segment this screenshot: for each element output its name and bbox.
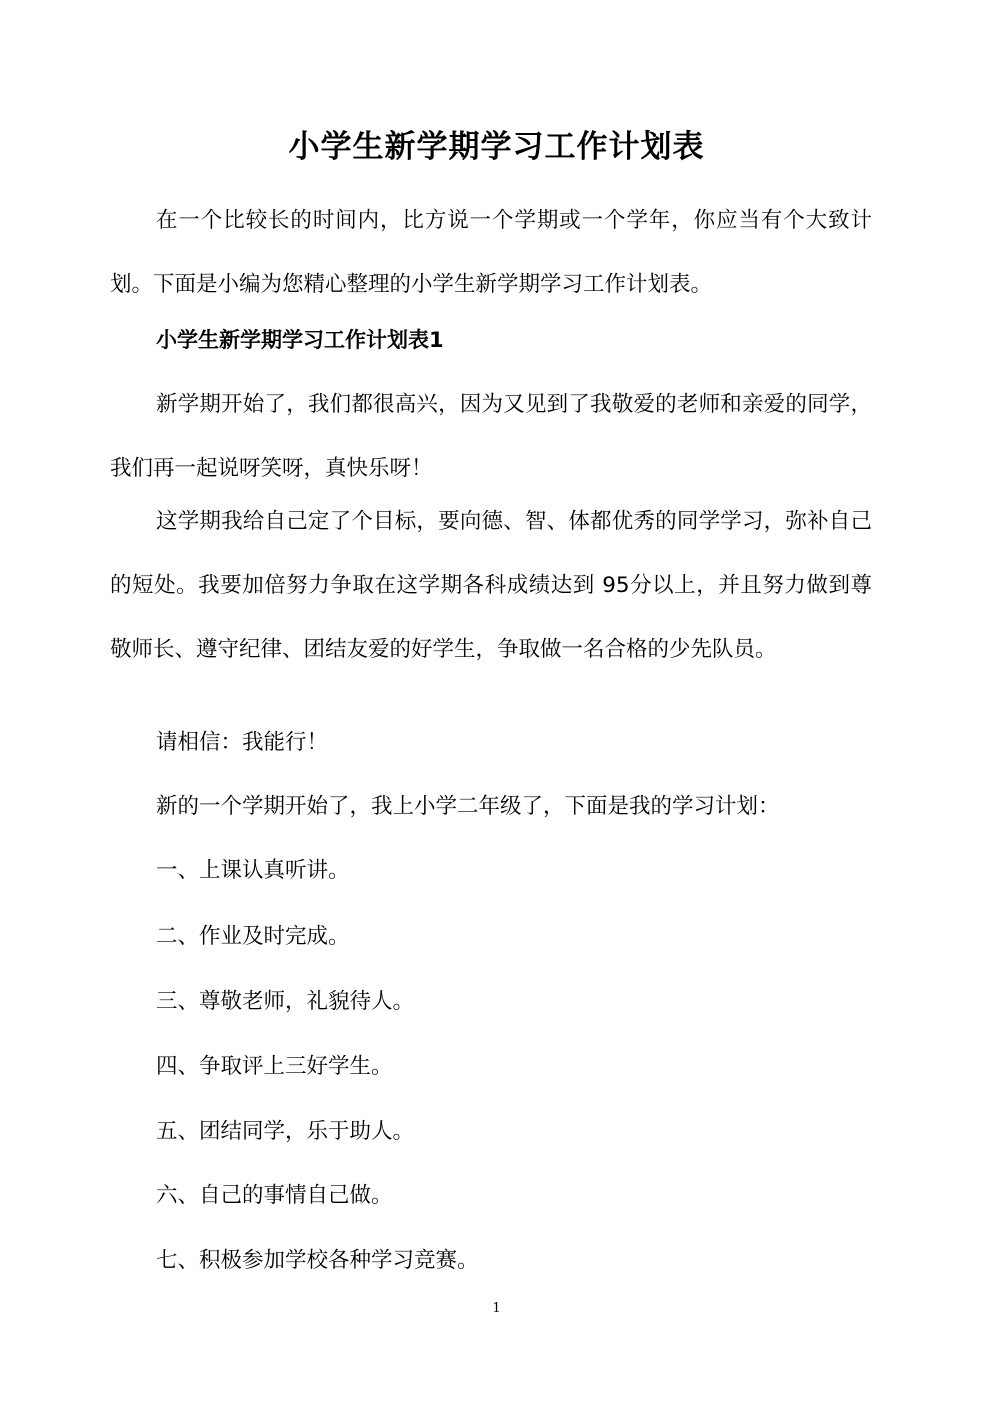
list-item: 三、尊敬老师，礼貌待人。 <box>156 989 415 1014</box>
paragraph-2: 这学期我给自己定了个目标，要向德、智、体都优秀的同学学习，弥补自己的短处。我要加倍努力争取在这学期各科成绩达到 95分以上，并且努力做到尊敬师长、遵守纪律、团结友爱的好学生，争取做一名合格的少先队员。 <box>110 509 872 662</box>
list-item: 一、上课认真听讲。 <box>156 858 350 883</box>
list-item: 五、团结同学，乐于助人。 <box>156 1119 415 1144</box>
page-number: 1 <box>492 1301 501 1316</box>
paragraph-1: 新学期开始了，我们都很高兴，因为又见到了我敬爱的老师和亲爱的同学，我们再一起说呀笑呀，真快乐呀！ <box>110 392 872 481</box>
list-item: 四、争取评上三好学生。 <box>156 1054 393 1079</box>
list-item: 二、作业及时完成。 <box>156 924 350 949</box>
list-item: 七、积极参加学校各种学习竞赛。 <box>156 1248 479 1273</box>
intro-paragraph: 在一个比较长的时间内，比方说一个学期或一个学年，你应当有个大致计划。下面是小编为您精心整理的小学生新学期学习工作计划表。 <box>110 208 872 297</box>
section-heading: 小学生新学期学习工作计划表1 <box>156 328 444 352</box>
document-title: 小学生新学期学习工作计划表 <box>288 129 705 165</box>
list-item: 六、自己的事情自己做。 <box>156 1183 393 1208</box>
text-line: 新的一个学期开始了，我上小学二年级了，下面是我的学习计划： <box>156 794 780 819</box>
text-line: 请相信：我能行！ <box>156 730 329 755</box>
